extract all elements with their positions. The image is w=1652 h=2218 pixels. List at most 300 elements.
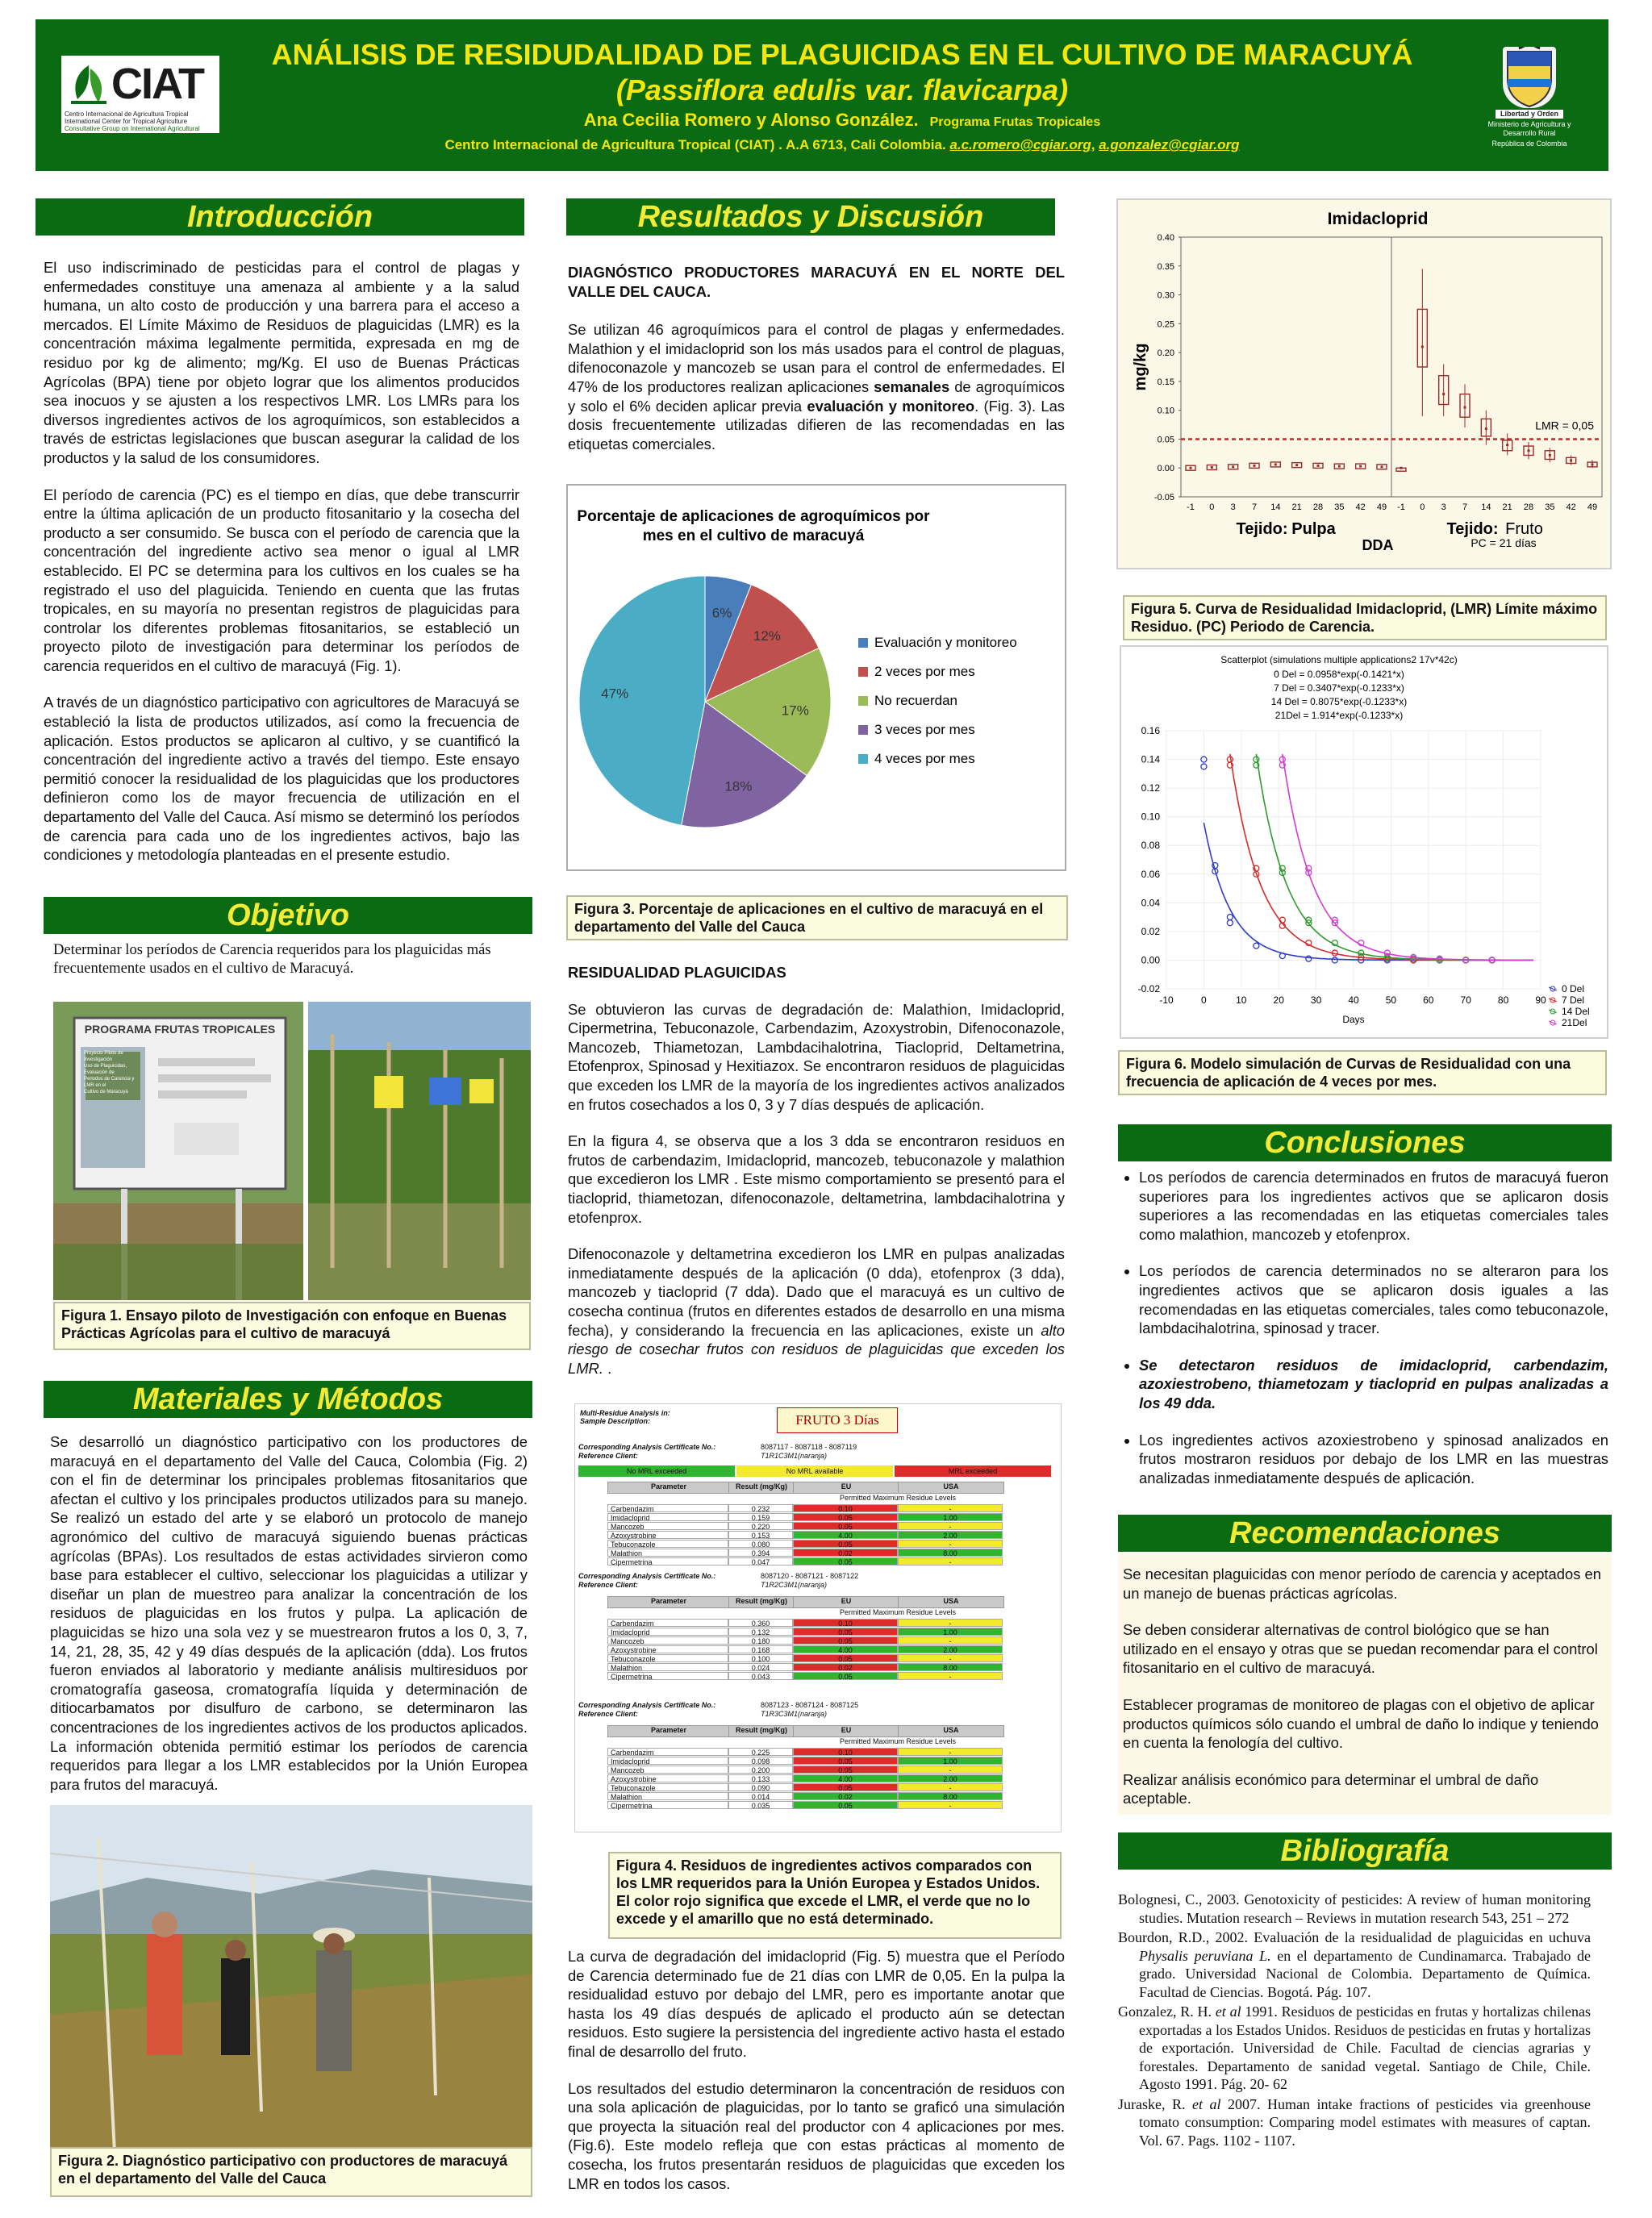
boxplot-x-tick: 35 [1334,502,1345,512]
fig4-cell: 2.00 [898,1645,1003,1653]
fig4-cell: Carbendazim [607,1748,728,1756]
fig6-caption: Figura 6. Modelo simulación de Curvas de Residualidad con una frecuencia de aplicación de 4 veces por mes. [1118,1050,1607,1095]
fig4-cell: Carbendazim [607,1619,728,1627]
resultados-paragraph-2: Se obtuvieron las curvas de degradación de: Malathion, Imidacloprid, Cipermetrina, Tebuconazole, Carbendazim, Azoxystrobin, Difenoconazole, Mancozeb, Thiametozan, Lambdacihalotrina, Tiacloprid, Deltametrina, Etofenprox, Spinosad y Hexitiazox. Se encontraron residuos de plaguicidas que exceden los LMR de la mayoría de los ingredientes activos analizados en frutos cosechados a los 0, 3 y 7 días después de aplicación. [568,1000,1065,1113]
header-title-block [245,37,1439,156]
fig4-col-header: EU [793,1725,899,1737]
fig1-caption: Figura 1. Ensayo piloto de Investigación con enfoque en Buenas Prácticas Agrícolas para el cultivo de maracuyá [53,1302,531,1350]
fig4-block [575,1701,1059,1827]
fig4-cell: Mancozeb [607,1636,728,1645]
fig4-client: T1R1C3M1(naranja) [761,1452,828,1460]
boxplot-y-tick: 0.30 [1157,290,1174,301]
fig4-cell: - [898,1672,1003,1680]
fig4-cell: 0.05 [793,1672,898,1680]
fig4-cell: 0.02 [793,1792,898,1800]
boxplot-panel-label-b: Pulpa [1291,520,1336,538]
fig4-cell: Tebuconazole [607,1540,728,1548]
fig4-col-header: Parameter [607,1596,730,1608]
intro-paragraph: A través de un diagnóstico participativo con agricultores de Maracuyá se estableció la lista de productos utilizados, así como la frecuencia de aplicación. Estos productos se aplicaron al cultivo, y se cuantificó la concentración del ingrediente activo a través del tiempo. Este ensayo permitió conocer la residualidad de los plaguicidas que los productores definieron como los de mayor frecuencia de utilización en el departamento del Valle del Cauca. Así mismo se determinó los períodos de carencia para cada uno de los ingredientes activos, bajo las condiciones y metodología planteadas en el presente estudio. [44,694,519,864]
fig4-col-header: USA [898,1596,1004,1608]
pie-title: Porcentaje de aplicaciones de agroquímicos por [577,508,930,525]
lmr-label: LMR = 0,05 [1535,419,1594,432]
scatter-x-tick: 30 [1310,994,1322,1006]
scatter-x-tick: 80 [1497,994,1509,1006]
pie-legend-label: No recuerdan [874,693,958,708]
fig4-cell: 0.10 [793,1619,898,1627]
poster-subtitle: (Passiflora edulis var. flavicarpa) [615,73,1069,106]
fig4-legend-cell: No MRL exceeded [578,1465,735,1477]
boxplot-median [1381,465,1383,468]
conclusion-item: • Se detectaron residuos de imidacloprid, carbendazim, azoxiestrobeno, thiametozam y tiacloprid en pulpas analizadas a los 49 dda. [1139,1356,1608,1413]
section-header-introduccion: Introducción [35,198,524,236]
ministry-country: República de Colombia [1491,140,1567,148]
scatter-fit-curve [1256,754,1533,960]
scatter-legend-label: 21Del [1562,1017,1587,1028]
fig4-cell: 2.00 [898,1774,1003,1782]
pie-value-label: 47% [601,686,629,702]
fig4-permitted: Permitted Maximum Residue Levels [839,1737,957,1745]
fig4-cell: Imidacloprid [607,1628,728,1636]
boxplot-x-tick: 3 [1230,502,1236,512]
ciat-leaf-icon [66,62,111,107]
conclusion-item: • Los ingredientes activos azoxiestrobeno y spinosad analizados en frutos mostraron residuos por debajo de los LMR en las muestras analizadas inmediatamente después de aplicación. [1139,1431,1608,1488]
fig4-legend-cell: MRL exceeded [895,1465,1051,1477]
email-link-1[interactable]: a.c.romero@cgiar.org [949,137,1091,152]
boxplot-x-tick: -1 [1187,502,1195,512]
fig4-col-header: Result (mg/Kg) [728,1482,795,1494]
fig4-cell: - [898,1619,1003,1627]
poster-header [35,19,1608,171]
scatter-equation: 14 Del = 0.8075*exp(-0.1233*x) [1270,696,1408,707]
pie-value-label: 6% [711,605,732,621]
boxplot-y-tick: 0.25 [1157,319,1174,330]
fig4-cell: 0.225 [728,1748,793,1756]
scatter-equation: 21Del = 1.914*exp(-0.1233*x) [1274,710,1404,721]
fig4-cell: 0.05 [793,1636,898,1645]
fig4-cell: 0.080 [728,1540,793,1548]
boxplot-panel-label-b: Fruto [1505,520,1543,538]
fig4-cert-no: 8087120 - 8087121 - 8087122 [761,1572,859,1580]
fig3-pie-chart [566,484,1066,871]
conclusion-item: • Los períodos de carencia determinados no se alteraron para los ingredientes activos que se aplicaron dosis iguales a las recomendadas en las etiquetas comerciales, tales como tebuconazole, lambdacihalotrina, spinosad y tracer. [1139,1261,1608,1337]
scatter-fit-curve [1230,754,1533,961]
boxplot-median [1295,464,1298,466]
fig4-cell: 4.00 [793,1645,898,1653]
pie-legend-swatch [858,638,868,648]
resultados-subtitle-diagnostico: DIAGNÓSTICO PRODUCTORES MARACUYÁ EN EL NORTE DEL VALLE DEL CAUCA. [568,264,1065,300]
fig4-cell: - [898,1636,1003,1645]
boxplot-y-tick: 0.00 [1157,464,1174,474]
fig4-cell: Imidacloprid [607,1513,728,1521]
fig4-cell: 0.014 [728,1792,793,1800]
fig4-cell: - [898,1522,1003,1530]
fig4-client-label: Reference Client: [578,1452,639,1460]
resultados-paragraph-1: Se utilizan 46 agroquímicos para el control de plagas y enfermedades. Malathion y el imidacloprid son los más usados para el control de plaguas, difenoconazole y mancozeb se usan para el control de enfermedades. El 47% de los productores realizan aplicaciones semanales de agroquímicos y solo el 6% deciden aplicar previa evaluación y monitoreo. (Fig. 3). Las dosis frecuentemente utilizadas difieren de las recomendadas en las etiquetas comerciales. [568,321,1065,452]
recomendacion-item: Establecer programas de monitoreo de plagas con el objetivo de aplicar productos químicos sólo cuando el umbral de daño lo indique y teniendo en cuenta la fenología del cultivo. [1123,1695,1599,1752]
pc-label: PC = 21 días [1471,536,1537,549]
boxplot-x-tick: 0 [1209,502,1215,512]
boxplot-median [1190,467,1192,469]
fig4-cell: 1.00 [898,1513,1003,1521]
boxplot-x-tick: 28 [1312,502,1324,512]
fig4-cell: - [898,1540,1003,1548]
fig4-cell: 0.133 [728,1774,793,1782]
scatter-x-tick: -10 [1159,994,1174,1006]
pie-legend-swatch [858,696,868,706]
fig4-cell: 8.00 [898,1549,1003,1557]
fig4-cell: 0.05 [793,1783,898,1791]
resultados-paragraph-5: La curva de degradación del imidacloprid (Fig. 5) muestra que el Período de Carencia determinado fue de 21 días con LMR de 0,05. En la pulpa la residualidad estuvo por debajo del LMR, pero es importante anotar que hasta los 49 días después de aplicado el producto aún se detectan residuos. Esto sugiere la persistencia del ingrediente activo hasta el estado final de desarrollo del fruto. [568,1948,1065,2060]
fig4-cell: - [898,1766,1003,1774]
authors: Ana Cecilia Romero y Alonso González. Programa Frutas Tropicales [583,110,1101,130]
fig1-photo-sign [53,1002,303,1300]
pie-slice [579,576,705,825]
boxplot-y-tick: 0.05 [1157,435,1174,445]
boxplot-y-tick: -0.05 [1153,493,1174,502]
recomendaciones-box [1118,1553,1612,1815]
scatter-y-tick: 0.04 [1141,897,1160,909]
fig4-col-header: Result (mg/Kg) [728,1725,795,1737]
intro-paragraph: El uso indiscriminado de pesticidas para el control de plagas y enfermedades constituye una amenaza al ambiente y a la salud humana, un alto costo de producción y una barrera para el acceso a mercados. El Límite Máximo de Residuos de plaguicidas (LMR) es la concentración máxima legalmente permitida, expresada en mg de residuo por kg de alimento; mg/Kg. El uso de Buenas Prácticas Agrícolas (BPA) tiene por objeto lograr que los alimentos producidos sea inocuos y se ajusten a los respectivos LMR. Los LMRs para los diversos ingredientes activos de los agroquímicos, son establecidos a través de estrictas legislaciones que buscan asegurar la calidad de los productos y la salud de los consumidores. [44,259,519,466]
fig1-sign-title: PROGRAMA FRUTAS TROPICALES [84,1023,276,1036]
boxplot-median [1359,465,1362,468]
fig4-cell: - [898,1557,1003,1566]
fig4-client: T1R2C3M1(naranja) [761,1581,828,1589]
recomendacion-item: Se deben considerar alternativas de control biológico que se han utilizado en el ensayo y otras que se puedan recomendar para el control fitosanitario en el cultivo de maracuyá. [1123,1621,1598,1677]
boxplot-median [1442,393,1445,395]
fig4-client: T1R3C3M1(naranja) [761,1710,828,1718]
scatter-x-label: Days [1342,1014,1365,1025]
boxplot-y-tick: 0.15 [1157,377,1174,387]
fig4-col-header: EU [793,1482,899,1494]
ciat-logo-text: CIAT [111,60,203,108]
boxplot-x-tick: 14 [1481,502,1491,512]
boxplot-median [1274,463,1277,465]
fig4-cell: 0.05 [793,1557,898,1566]
fig4-cell: 8.00 [898,1663,1003,1671]
intro-text [44,258,519,882]
institution: Centro Internacional de Agricultura Tropical (CIAT) . A.A 6713, Cali Colombia. a.c.romero@cgiar.org, a.gonzalez@cgiar.org [444,137,1240,152]
scatter-y-tick: 0.02 [1141,925,1160,937]
ciat-logo-subtitle: Centro Internacional de Agricultura Tropical International Center for Tropical Agriculture Consultative Group on International Agricultural Research [65,110,200,140]
scatter-equation: 0 Del = 0.0958*exp(-0.1421*x) [1274,669,1404,680]
pie-legend-swatch [858,667,868,677]
fig4-col-header: EU [793,1596,899,1608]
scatter-point [1227,920,1233,926]
reference-item: Bourdon, R.D., 2002. Evaluación de la residualidad de plaguicidas en uchuva Physalis peruviana L. en el departamento de Cundinamarca. Trabajado de grado. Universidad Nacional de Colombia. Departamento de Química. Facultad de Ciencias. Bogotá. Pág. 107. [1118,1929,1591,2000]
scatter-equation: 7 Del = 0.3407*exp(-0.1233*x) [1274,682,1404,694]
fig4-cell: 0.05 [793,1513,898,1521]
pie-chart-svg [568,486,1065,869]
fig4-cell: Azoxystrobine [607,1531,728,1539]
fig4-cell: Cipermetrina [607,1672,728,1680]
fig4-cell: 0.02 [793,1663,898,1671]
poster-title: ANÁLISIS DE RESIDUDALIDAD DE PLAGUICIDAS EN EL CULTIVO DE MARACUYÁ [271,38,1413,71]
conclusion-item: • Los períodos de carencia determinados en frutos de maracuyá fueron superiores para los ingredientes activos que se aplicaron dosis superiores a las recomendadas en las etiquetas comerciales tales como malathion, mancozeb y etofenprox. [1139,1168,1608,1244]
intro-paragraph: El período de carencia (PC) es el tiempo en días, que debe transcurrir entre la última aplicación de un producto fitosanitario y la cosecha del producto a ser consumido. Se busca con el período de carencia que la concentración del ingrediente activo sea menor o igual al LMR establecido. El PC se determina para los cultivos en los cuales se ha registrado el uso del plaguicida. Teniendo en cuenta que las frutas tropicales, en su mayoría no presentan registros de plaguicidas para controlar los diferentes problemas fitosanitarios, se estableció un proyecto piloto de investigación para determinar los períodos de carencia requeridos en el cultivo de maracuyá (Fig. 1). [44,486,519,674]
scatter-fit-curve [1204,823,1533,960]
fig4-head: Multi-Residue Analysis in: Sample Description: [580,1409,670,1425]
boxplot-median [1570,459,1572,461]
pie-title: mes en el cultivo de maracuyá [642,527,865,544]
boxplot-y-tick: 0.20 [1157,348,1174,359]
resultados-part3 [568,1947,1065,2211]
reference-item: Gonzalez, R. H. et al 1991. Residuos de pesticidas en frutas y hortalizas chilenas exportadas a los Estados Unidos. Residuos de pesticidas en frutas y hortalizas de exportación. Universidad de Chile. Facultad de ciencias agrarias y forestales. Departamento de sanidad vegetal. Santiago de Chile, Chile. Agosto 1991. Pág. 20- 62 [1118,2003,1591,2092]
fig4-cell: 0.10 [793,1504,898,1512]
scatter-x-tick: 10 [1236,994,1247,1006]
fig2-photo [50,1805,532,2152]
fig4-cell: 4.00 [793,1531,898,1539]
fig4-cell: 0.05 [793,1757,898,1765]
fig4-col-header: USA [898,1482,1004,1494]
fig4-cell: - [898,1504,1003,1512]
fig4-cert-label: Corresponding Analysis Certificate No.: [578,1701,716,1709]
pie-legend-label: 4 veces por mes [874,751,975,766]
fig4-cell: 0.024 [728,1663,793,1671]
fig4-cell: 0.090 [728,1783,793,1791]
scatter-x-tick: 70 [1460,994,1471,1006]
section-header-recomendaciones: Recomendaciones [1118,1515,1612,1552]
section-header-conclusiones: Conclusiones [1118,1124,1612,1161]
fig4-cell: 0.05 [793,1801,898,1809]
ministry-logo [1473,47,1586,168]
fig4-cell: 0.10 [793,1748,898,1756]
boxplot-x-tick: 42 [1566,502,1576,512]
fig4-cell: Cipermetrina [607,1801,728,1809]
boxplot-x-label: DDA [1362,537,1394,553]
boxplot-median [1400,467,1403,469]
fig4-block [575,1443,1059,1569]
fig4-cell: 0.394 [728,1549,793,1557]
boxplot-x-tick: 21 [1502,502,1512,512]
scatter-y-tick: 0.10 [1141,811,1160,823]
boxplot-panel-label-a: Tejido: [1236,520,1288,538]
boxplot-title: Imidacloprid [1327,210,1429,228]
scatter-point [1279,953,1285,959]
resultados-paragraph-6: Los resultados del estudio determinaron la concentración de residuos con una sola aplicación de plaguicidas, por lo tanto se graficó una simulación que proyecta la situación real del productor con 4 aplicaciones por mes. (Fig.6). Este modelo refleja que con estas prácticas al momento de cosecha, los frutos presentarán residuos de plaguicidas que exceden los LMR en todos los casos. [568,2079,1065,2192]
boxplot-median [1254,465,1256,467]
fig4-cell: Malathion [607,1549,728,1557]
fig4-col-header: Parameter [607,1725,730,1737]
fig4-cell: Carbendazim [607,1504,728,1512]
fig4-cell: 1.00 [898,1628,1003,1636]
fig4-cert-no: 8087123 - 8087124 - 8087125 [761,1701,859,1709]
fig4-cell: 0.098 [728,1757,793,1765]
resultados-subtitle-residualidad: RESIDUALIDAD PLAGUICIDAS [568,964,786,981]
boxplot-x-tick: 21 [1291,502,1302,512]
conclusiones-list [1118,1168,1608,1505]
recomendacion-item: Se necesitan plaguicidas con menor período de carencia y aceptados en un manejo de buenas prácticas agrícolas. [1123,1566,1601,1602]
fig4-cell: 0.132 [728,1628,793,1636]
boxplot-median [1592,463,1594,465]
boxplot-median [1485,427,1487,430]
scatter-legend-label: 0 Del [1562,983,1585,994]
pie-value-label: 18% [724,778,753,794]
boxplot-median [1232,465,1234,468]
boxplot-x-tick: 0 [1420,502,1425,512]
fig4-col-header: Result (mg/Kg) [728,1596,795,1608]
fig4-cell: 0.035 [728,1801,793,1809]
boxplot-y-tick: 0.35 [1157,261,1174,272]
fig4-cell: 2.00 [898,1531,1003,1539]
fig4-cell: Azoxystrobine [607,1645,728,1653]
boxplot-x-tick: 49 [1376,502,1387,512]
fig4-col-header: USA [898,1725,1004,1737]
boxplot-x-tick: 42 [1355,502,1366,512]
fig4-cell: Mancozeb [607,1766,728,1774]
fig4-badge: FRUTO 3 Días [777,1407,898,1433]
boxplot-svg [1118,200,1610,568]
fig4-cell: Imidacloprid [607,1757,728,1765]
fig4-client-label: Reference Client: [578,1710,639,1718]
pie-legend-label: 3 veces por mes [874,722,975,737]
scatter-y-tick: -0.02 [1137,983,1160,994]
fig4-permitted: Permitted Maximum Residue Levels [839,1608,957,1616]
boxplot-median [1338,465,1341,468]
boxplot-median [1549,454,1551,457]
scatter-x-tick: 60 [1423,994,1434,1006]
pie-legend-label: 2 veces por mes [874,664,975,679]
fig4-cell: 0.047 [728,1557,793,1566]
boxplot-median [1211,466,1213,469]
scatter-x-tick: 50 [1385,994,1397,1006]
resultados-part2 [568,963,1065,1395]
pie-legend-swatch [858,754,868,764]
boxplot-y-label: mg/kg [1132,343,1149,391]
scatter-x-tick: 90 [1535,994,1546,1006]
fig4-cell: 0.220 [728,1522,793,1530]
resultados-paragraph-3: En la figura 4, se observa que a los 3 dda se encontraron residuos en frutos de carbendazim, Imidacloprid, mancozeb, tebuconazole y malathion que excedieron los LMR . Este mismo comportamiento se presentó para el tiacloprid, thiametozan, difenoconazole, deltametrina, lambdacihalotrina y etofenprox. [568,1132,1065,1226]
scatter-point [1254,943,1259,948]
section-header-resultados: Resultados y Discusión [566,198,1055,236]
boxplot-panel-frame [1181,237,1391,497]
fig4-cell: Tebuconazole [607,1654,728,1662]
fig4-cell: 4.00 [793,1774,898,1782]
fig4-cell: 0.232 [728,1504,793,1512]
fig4-cell: 0.159 [728,1513,793,1521]
boxplot-x-tick: -1 [1397,502,1405,512]
fig4-cert-label: Corresponding Analysis Certificate No.: [578,1443,716,1451]
scatter-y-tick: 0.06 [1141,868,1160,880]
scatter-x-tick: 40 [1348,994,1359,1006]
fig4-residue-table [574,1403,1062,1832]
materiales-text: Se desarrolló un diagnóstico participativo con los productores de maracuyá en el departamento del Valle del Cauca, Colombia (Fig. 2) con el fin de determinar los principales problemas fitosanitarios que afectan el cultivo y los principales productos utilizados para su manejo. Se realizó un estado del arte y se elaboró un protocolo de manejo agronómico del cultivo de maracuyá siguiendo buenas prácticas agrícolas (BPAs). Los resultados de estas actividades sirvieron como base para establecer el cultivo, seleccionar los plaguicidas a utilizar y diseñar un plan de muestreo para analizar la concentración de los residuos de plaguicidas en los frutos y pulpa. La aplicación de plaguicidas se hizo una sola vez y se muestrearon frutos a los 0, 3, 7, 14, 21, 28, 35, 42 y 49 días después de la aplicación (dda). Los frutos fueron enviados al laboratorio y mediante análisis multiresiduos por cromatografía gaseosa, cromatografía líquida y determinación de ditiocarbamatos por disulfuro de carbono, se determinaron las concentraciones de los ingredientes activos de los productos aplicados. La información obtenida permitió estimar los períodos de carencia requeridos para llegar a los LMR establecidos por la Unión Europea para frutos del maracuyá. [50,1433,528,1793]
objetivo-text: Determinar los períodos de Carencia requeridos para los plaguicidas más frecuentemente usados en el cultivo de Maracuyá. [53,941,491,977]
section-header-materiales: Materiales y Métodos [44,1381,532,1418]
scatter-legend-label: 14 Del [1562,1006,1590,1017]
fig4-cell: - [898,1748,1003,1756]
boxplot-y-tick: 0.10 [1157,406,1174,416]
coat-of-arms-icon [1503,47,1556,108]
fig4-caption: Figura 4. Residuos de ingredientes activos comparados con los LMR requeridos para la Unión Europea y Estados Unidos. El color rojo significa que excede el LMR, el verde que no lo excede y el amarillo que no está determinado. [608,1852,1062,1939]
scatter-y-tick: 0.14 [1141,753,1160,765]
fig4-cell: 0.02 [793,1549,898,1557]
scatter-y-tick: 0.12 [1141,782,1160,794]
fig4-cell: 0.05 [793,1766,898,1774]
scatter-x-tick: 20 [1273,994,1284,1006]
boxplot-y-tick: 0.40 [1157,233,1174,243]
fig4-cell: Azoxystrobine [607,1774,728,1782]
fig4-cell: 0.05 [793,1540,898,1548]
fig4-cell: 1.00 [898,1757,1003,1765]
fig4-cell: 0.05 [793,1628,898,1636]
fig4-cell: - [898,1783,1003,1791]
fig4-cell: 0.200 [728,1766,793,1774]
recomendacion-item: Realizar análisis económico para determinar el umbral de daño aceptable. [1123,1770,1539,1807]
fig4-cell: 0.05 [793,1522,898,1530]
fig4-cell: 0.05 [793,1654,898,1662]
boxplot-median [1464,406,1466,409]
reference-item: Bolognesi, C., 2003. Genotoxicity of pesticides: A review of human monitoring studies. Mutation research – Reviews in mutation research 543, 251 – 272 [1118,1891,1591,1926]
program-name: Programa Frutas Tropicales [929,115,1101,129]
fig4-cell: - [898,1801,1003,1809]
fig4-cell: 0.168 [728,1645,793,1653]
section-header-bibliografia: Bibliografía [1118,1832,1612,1870]
fig6-scatter [1120,645,1608,1039]
fig4-block [575,1572,1059,1698]
boxplot-x-tick: 7 [1462,502,1468,512]
fig4-cell: 8.00 [898,1792,1003,1800]
scatter-svg [1121,647,1607,1037]
fig4-permitted: Permitted Maximum Residue Levels [839,1494,957,1502]
fig4-legend-cell: No MRL available [736,1465,893,1477]
fig1-sign-text: Proyecto Piloto de Investigación Uso de Plaguicidas, Evaluación de Periodos de Carencia y LMR en el Cultivo de Maracuyá [84,1051,135,1094]
fig3-caption: Figura 3. Porcentaje de aplicaciones en el cultivo de maracuyá en el departamento del Valle del Cauca [566,895,1068,940]
bibliografia-list [1118,1891,1591,2151]
fig4-cell: Cipermetrina [607,1557,728,1566]
pie-value-label: 12% [753,628,781,644]
boxplot-x-tick: 14 [1270,502,1281,512]
fig4-cert-label: Corresponding Analysis Certificate No.: [578,1572,716,1580]
fig4-cell: Tebuconazole [607,1783,728,1791]
boxplot-x-tick: 7 [1251,502,1258,512]
pie-legend-label: Evaluación y monitoreo [874,635,1017,650]
email-link-2[interactable]: a.gonzalez@cgiar.org [1099,137,1240,152]
ministry-name: Ministerio de Agricultura y Desarrollo Rural [1487,120,1571,137]
resultados-paragraph-4: Difenoconazole y deltametrina excedieron los LMR en pulpas analizadas inmediatamente después de la aplicación (0 dda), etofenprox (3 dda), mancozeb y tiacloprid (7 dda). Dado que el maracuyá es un cultivo de cosecha continua (frutos en diferentes estados de desarrollo en una misma fecha), y considerando la frecuencia en las aplicaciones, existe un alto riesgo de cosechar frutos con residuos de plaguicidas que exceden los LMR. . [568,1245,1065,1377]
scatter-y-tick: 0.00 [1141,954,1160,966]
ministry-motto: Libertad y Orden [1496,110,1563,119]
boxplot-median [1421,345,1424,348]
fig5-boxplot [1116,198,1612,569]
reference-item: Juraske, R. et al 2007. Human intake fractions of pesticides via greenhouse tomato consumption: Comparing model estimates with measures of captan. Vol. 67. Pags. 1102 - 1107. [1118,2095,1591,2149]
scatter-fit-curve [1283,754,1533,960]
boxplot-median [1506,444,1508,446]
scatter-title: Scatterplot (simulations multiple applications2 17v*42c) [1220,654,1458,665]
boxplot-panel-label-a: Tejido: [1446,520,1499,538]
scatter-y-tick: 0.08 [1141,840,1160,852]
fig1-photo-field [308,1002,531,1300]
scatter-y-tick: 0.16 [1141,725,1160,736]
boxplot-median [1317,465,1320,467]
fig4-cell: 0.043 [728,1672,793,1680]
scatter-legend-label: 7 Del [1562,994,1585,1006]
boxplot-x-tick: 49 [1587,502,1598,512]
pie-value-label: 17% [781,703,809,719]
scatter-point [1306,956,1312,961]
fig4-col-header: Parameter [607,1482,730,1494]
fig2-caption: Figura 2. Diagnóstico participativo con productores de maracuyá en el departamento del Valle del Cauca [50,2147,532,2197]
boxplot-x-tick: 3 [1441,502,1446,512]
section-header-objetivo: Objetivo [44,897,532,934]
fig4-cell: Mancozeb [607,1522,728,1530]
ciat-logo [61,56,219,140]
fig4-cert-no: 8087117 - 8087118 - 8087119 [761,1443,857,1451]
fig4-cell: - [898,1654,1003,1662]
fig4-cell: 0.180 [728,1636,793,1645]
resultados-part1 [568,263,1065,471]
fig4-cell: Malathion [607,1792,728,1800]
